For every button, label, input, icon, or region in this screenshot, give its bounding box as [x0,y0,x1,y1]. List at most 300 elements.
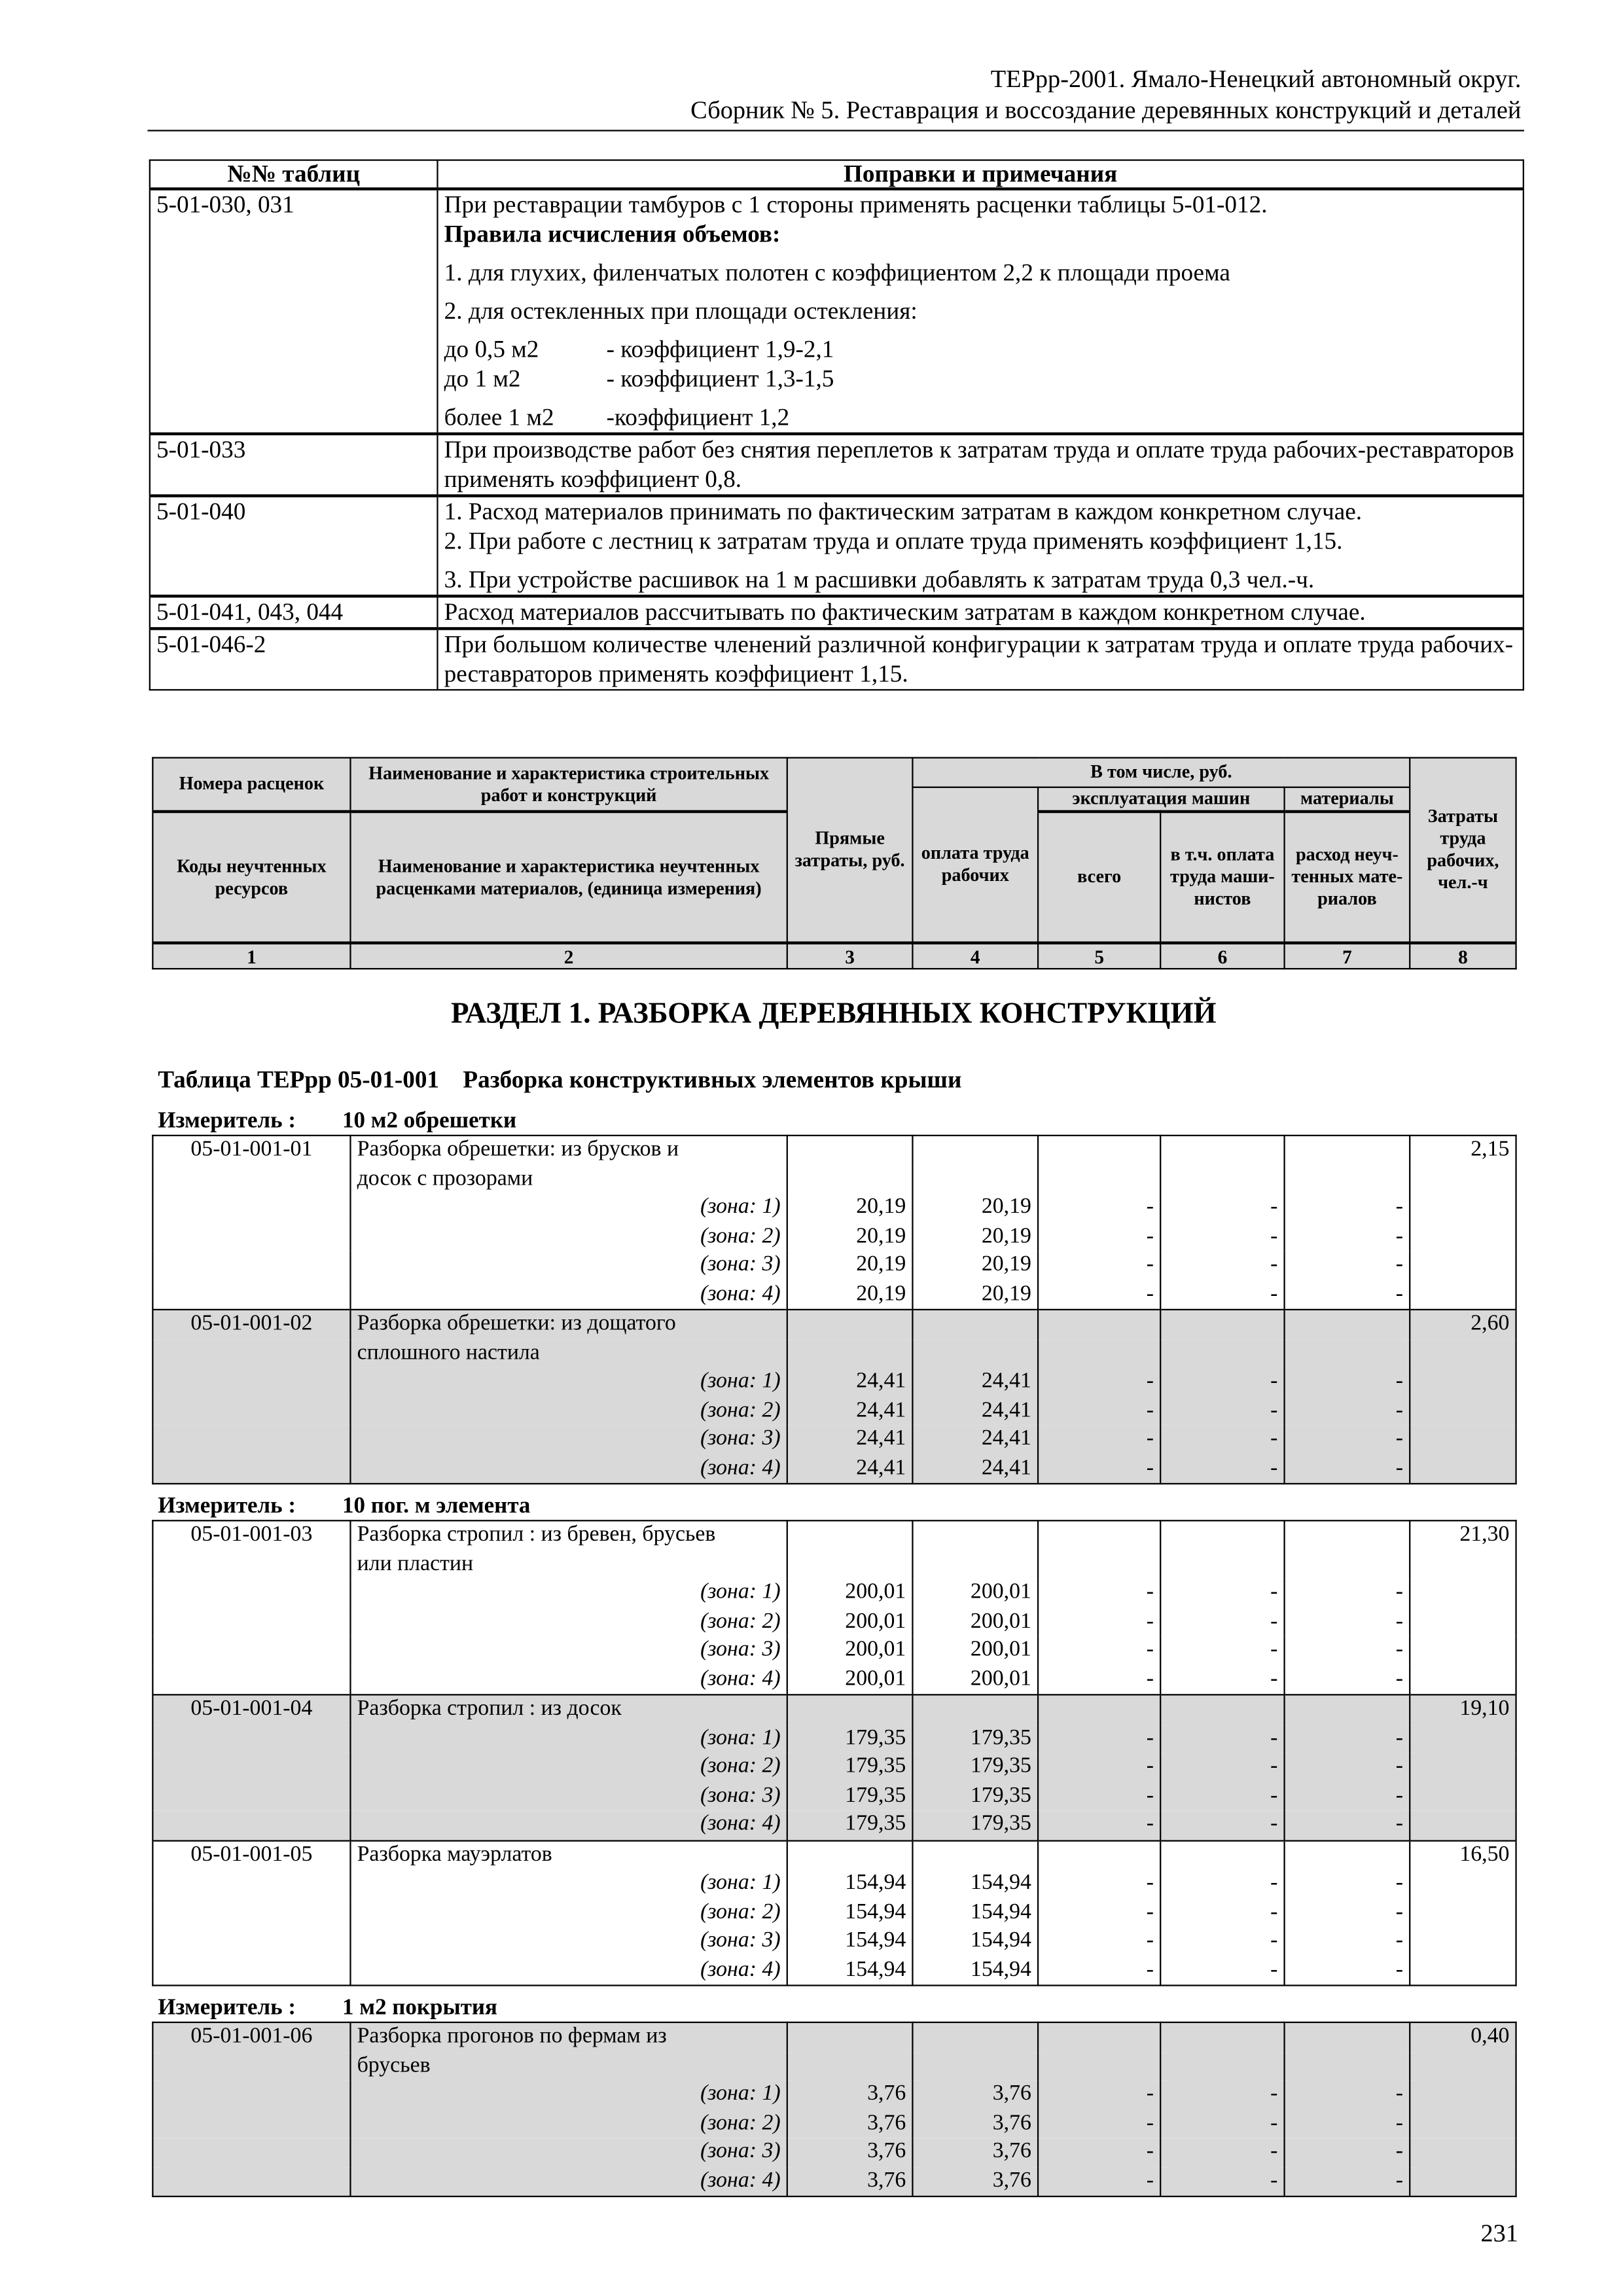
machinist-wages: - [1160,1782,1284,1810]
table-row [152,1810,1516,1840]
rates-table [152,1520,1516,1986]
machinist-wages: - [1160,1280,1284,1310]
empty-cell [152,2138,350,2167]
glazing-area: более 1 м2 [444,403,554,431]
machinist-wages: - [1160,1870,1284,1899]
remark-line: 1. Расход материалов принимать по фактическим затратам в каждом конкретном случае. [444,497,1363,526]
table-row [152,1695,1516,1724]
direct-costs: 20,19 [787,1223,913,1251]
empty-cell [1038,2022,1160,2052]
materials-use: - [1285,1870,1410,1899]
materials-use: - [1285,1753,1410,1782]
machines-total: - [1038,1579,1160,1607]
zone-label: (зона: 3) [350,1251,787,1280]
empty-cell [787,2022,913,2052]
materials-use: - [1285,1194,1410,1223]
machinist-wages: - [1160,1607,1284,1636]
empty-cell [1410,1607,1516,1636]
coefficient-line [444,335,1517,365]
empty-cell [912,1695,1038,1724]
table-row [152,1550,1516,1579]
empty-cell [152,1280,350,1310]
rate-name: брусьев [350,2052,787,2081]
notes-header-remarks: Поправки и примечания [437,160,1523,189]
empty-cell [152,1339,350,1368]
materials-use: - [1285,1223,1410,1251]
measure-block [152,1107,1515,1484]
empty-cell [1160,1520,1284,1550]
worker-wages: 20,19 [912,1251,1038,1280]
measure-block [152,1492,1515,1986]
rate-name: сплошного настила [350,1339,787,1368]
direct-costs: 20,19 [787,1194,913,1223]
table-row [152,1607,1516,1636]
machinist-wages: - [1160,1194,1284,1223]
remark-line: 2. При работе с лестниц к затратам труда и оплате труда применять коэффициент 1,15. [444,526,1343,555]
machines-total: - [1038,2167,1160,2197]
machinist-wages: - [1160,1636,1284,1665]
direct-costs: 200,01 [787,1665,913,1695]
empty-cell [1410,1426,1516,1454]
notes-row [150,434,1524,496]
empty-cell [152,2109,350,2138]
remark-line: При производстве работ без снятия переплетов к затратам труда и оплате труда рабочих-реставраторов применять коэффициент 0,8. [444,435,1514,493]
worker-wages: 179,35 [912,1810,1038,1840]
notes-remarks [437,434,1523,496]
empty-cell [1160,1550,1284,1579]
empty-cell [1410,1927,1516,1956]
direct-costs: 24,41 [787,1454,913,1484]
empty-cell [1038,1310,1160,1339]
notes-table-ref: 5-01-040 [150,496,438,596]
notes-row [150,628,1524,690]
machines-total: - [1038,1636,1160,1665]
worker-wages: 24,41 [912,1397,1038,1426]
empty-cell [787,1310,913,1339]
zone-label: (зона: 4) [350,1956,787,1985]
machinist-wages: - [1160,2109,1284,2138]
empty-cell [152,1810,350,1840]
worker-wages: 179,35 [912,1782,1038,1810]
table-row [152,2109,1516,2138]
rate-code: 05-01-001-03 [152,1520,350,1550]
zone-label: (зона: 3) [350,2138,787,2167]
empty-cell [1038,1550,1160,1579]
zone-label: (зона: 3) [350,1426,787,1454]
materials-use: - [1285,1898,1410,1927]
empty-cell [912,2052,1038,2081]
table-code: Таблица ТЕРрр 05-01-001 [158,1065,440,1094]
machines-total: - [1038,2109,1160,2138]
empty-cell [787,1165,913,1194]
table-row [152,1454,1516,1484]
empty-cell [912,2022,1038,2052]
table-row [152,1426,1516,1454]
worker-wages: 24,41 [912,1454,1038,1484]
empty-cell [1410,1454,1516,1484]
glazing-area: до 0,5 м2 [444,334,539,363]
machines-total: - [1038,1956,1160,1985]
header-materials: материалы [1285,787,1410,812]
measure-label [152,1107,1515,1135]
measure-label [152,1492,1515,1520]
rate-name: или пластин [350,1550,787,1579]
empty-cell [1410,1665,1516,1695]
header-rate-numbers: Номера расценок [152,758,350,812]
empty-cell [1285,1136,1410,1165]
worker-wages: 24,41 [912,1426,1038,1454]
table-row [152,1898,1516,1927]
empty-cell [1038,1520,1160,1550]
table-row [152,2167,1516,2197]
direct-costs: 154,94 [787,1898,913,1927]
zone-label: (зона: 2) [350,1397,787,1426]
direct-costs: 3,76 [787,2138,913,2167]
column-number: 1 [152,943,350,969]
machines-total: - [1038,1927,1160,1956]
direct-costs: 179,35 [787,1782,913,1810]
header-resource-codes: Коды неучтенных ресурсов [152,812,350,943]
zone-label: (зона: 4) [350,1810,787,1840]
measure-block [152,1994,1515,2197]
remark-line: При большом количестве членений различной конфигурации к затратам труда и оплате труда рабочих-реставраторов применять коэффициент 1,15. [444,630,1514,688]
table-row [152,1665,1516,1695]
running-header-collection: Сборник № 5. Реставрация и воссоздание деревянных конструкций и деталей [690,96,1522,124]
worker-wages: 3,76 [912,2081,1038,2109]
empty-cell [1410,1810,1516,1840]
machinist-wages: - [1160,1927,1284,1956]
empty-cell [1285,1695,1410,1724]
direct-costs: 200,01 [787,1579,913,1607]
table-row [152,1194,1516,1223]
empty-cell [152,1870,350,1899]
rate-code: 05-01-001-01 [152,1136,350,1165]
column-number: 6 [1160,943,1284,969]
direct-costs: 154,94 [787,1870,913,1899]
materials-use: - [1285,1397,1410,1426]
empty-cell [1285,1520,1410,1550]
zone-label: (зона: 1) [350,2081,787,2109]
machines-total: - [1038,1607,1160,1636]
materials-use: - [1285,1454,1410,1484]
empty-cell [1038,1840,1160,1869]
empty-cell [1038,1165,1160,1194]
empty-cell [1410,2052,1516,2081]
worker-wages: 179,35 [912,1753,1038,1782]
empty-cell [152,1165,350,1194]
zone-label: (зона: 2) [350,1607,787,1636]
header-wages: оплата труда рабочих [912,787,1038,943]
empty-cell [1410,1194,1516,1223]
labor-cost: 0,40 [1410,2022,1516,2052]
machines-total: - [1038,1454,1160,1484]
empty-cell [152,1956,350,1985]
machines-total: - [1038,1870,1160,1899]
empty-cell [1160,1840,1284,1869]
materials-use: - [1285,2138,1410,2167]
empty-cell [152,1454,350,1484]
materials-use: - [1285,1636,1410,1665]
empty-cell [1410,1782,1516,1810]
machinist-wages: - [1160,1251,1284,1280]
empty-cell [152,1927,350,1956]
zone-label: (зона: 2) [350,1223,787,1251]
zone-label: (зона: 1) [350,1194,787,1223]
empty-cell [152,1665,350,1695]
machines-total: - [1038,1665,1160,1695]
table-row [152,1927,1516,1956]
materials-use: - [1285,1280,1410,1310]
direct-costs: 179,35 [787,1810,913,1840]
machines-total: - [1038,1194,1160,1223]
machines-total: - [1038,1426,1160,1454]
empty-cell [152,1782,350,1810]
notes-header-tables: №№ таблиц [150,160,438,189]
remark-line: 3. При устройстве расшивок на 1 м расшивки добавлять к затратам труда 0,3 чел.-ч. [444,565,1315,594]
measure-unit: 10 пог. м элемента [342,1493,531,1518]
table-row [152,1136,1516,1165]
empty-cell [152,1753,350,1782]
empty-cell [1285,1165,1410,1194]
worker-wages: 154,94 [912,1927,1038,1956]
empty-cell [787,1695,913,1724]
worker-wages: 154,94 [912,1956,1038,1985]
empty-cell [787,1550,913,1579]
materials-use: - [1285,1810,1410,1840]
empty-cell [912,1136,1038,1165]
empty-cell [152,1898,350,1927]
header-direct-costs: Прямые затраты, руб. [787,758,913,943]
empty-cell [1038,1339,1160,1368]
direct-costs: 3,76 [787,2081,913,2109]
empty-cell [1410,1397,1516,1426]
rate-name: Разборка стропил : из бревен, брусьев [350,1520,787,1550]
table-row [152,2138,1516,2167]
empty-cell [1160,2052,1284,2081]
empty-cell [152,1368,350,1397]
rates-section [152,1107,1515,2204]
empty-cell [152,2052,350,2081]
table-row [152,1251,1516,1280]
rate-name: Разборка стропил : из досок [350,1695,787,1724]
machines-total: - [1038,1251,1160,1280]
column-number: 5 [1038,943,1160,969]
direct-costs: 154,94 [787,1927,913,1956]
materials-use: - [1285,1665,1410,1695]
machinist-wages: - [1160,1753,1284,1782]
machines-total: - [1038,2081,1160,2109]
machinist-wages: - [1160,1368,1284,1397]
header-machines-total: всего [1038,812,1160,943]
table-row [152,1840,1516,1869]
empty-cell [1285,1310,1410,1339]
empty-cell [1410,1251,1516,1280]
glazing-area: до 1 м2 [444,364,521,393]
rate-entry [152,1136,1516,1310]
empty-cell [1410,1368,1516,1397]
empty-cell [912,1165,1038,1194]
measure-label [152,1994,1515,2022]
direct-costs: 179,35 [787,1724,913,1753]
machinist-wages: - [1160,1579,1284,1607]
measure-unit: 10 м2 обрешетки [342,1108,517,1134]
empty-cell [1038,1136,1160,1165]
empty-cell [1410,1898,1516,1927]
table-row [152,1223,1516,1251]
materials-use: - [1285,1368,1410,1397]
table-row [152,1579,1516,1607]
header-including: В том числе, руб. [912,758,1410,787]
remark-line: 1. для глухих, филенчатых полотен с коэффициентом 2,2 к площади проема [444,258,1230,287]
page-number: 231 [1480,2219,1518,2248]
empty-cell [787,1339,913,1368]
zone-label: (зона: 4) [350,2167,787,2197]
direct-costs: 24,41 [787,1368,913,1397]
machinist-wages: - [1160,1810,1284,1840]
empty-cell [152,1579,350,1607]
zone-label: (зона: 3) [350,1927,787,1956]
rate-code: 05-01-001-06 [152,2022,350,2052]
machinist-wages: - [1160,2081,1284,2109]
table-row [152,1753,1516,1782]
labor-cost: 2,60 [1410,1310,1516,1339]
column-number: 7 [1285,943,1410,969]
empty-cell [152,1607,350,1636]
direct-costs: 3,76 [787,2109,913,2138]
remark-line: Правила исчисления объемов: [444,219,781,248]
zone-label: (зона: 2) [350,1753,787,1782]
empty-cell [1285,2052,1410,2081]
empty-cell [912,1550,1038,1579]
empty-cell [787,1136,913,1165]
worker-wages: 200,01 [912,1607,1038,1636]
coefficient-value: - коэффициент 1,9-2,1 [606,334,834,363]
notes-table-ref: 5-01-030, 031 [150,189,438,434]
worker-wages: 3,76 [912,2138,1038,2167]
materials-use: - [1285,1426,1410,1454]
header-labor: Затраты труда рабочих, чел.-ч [1410,758,1516,943]
notes-table-ref: 5-01-046-2 [150,628,438,690]
rate-code: 05-01-001-05 [152,1840,350,1869]
zone-label: (зона: 3) [350,1782,787,1810]
worker-wages: 20,19 [912,1223,1038,1251]
empty-cell [1160,1695,1284,1724]
empty-cell [1410,1870,1516,1899]
empty-cell [1410,2081,1516,2109]
zone-label: (зона: 4) [350,1665,787,1695]
empty-cell [1410,1165,1516,1194]
rate-entry [152,1840,1516,1985]
zone-label: (зона: 1) [350,1368,787,1397]
worker-wages: 154,94 [912,1898,1038,1927]
empty-cell [152,1724,350,1753]
empty-cell [912,1310,1038,1339]
table-row [152,2022,1516,2052]
column-number: 3 [787,943,913,969]
machines-total: - [1038,1397,1160,1426]
empty-cell [152,1397,350,1426]
table-row [152,1636,1516,1665]
empty-cell [787,1840,913,1869]
empty-cell [1410,1223,1516,1251]
direct-costs: 24,41 [787,1397,913,1426]
worker-wages: 200,01 [912,1579,1038,1607]
notes-remarks [437,496,1523,596]
rate-name: Разборка мауэрлатов [350,1840,787,1869]
coefficient-value: -коэффициент 1,2 [606,403,790,431]
zone-label: (зона: 2) [350,2109,787,2138]
empty-cell [1160,1310,1284,1339]
zone-label: (зона: 4) [350,1280,787,1310]
empty-cell [152,2081,350,2109]
empty-cell [1285,1840,1410,1869]
table-row [152,1724,1516,1753]
materials-use: - [1285,1782,1410,1810]
notes-row [150,189,1524,434]
labor-cost: 21,30 [1410,1520,1516,1550]
machinist-wages: - [1160,1223,1284,1251]
empty-cell [1410,1956,1516,1985]
empty-cell [1410,1724,1516,1753]
empty-cell [1038,2052,1160,2081]
notes-row [150,496,1524,596]
rates-table [152,2022,1516,2197]
empty-cell [1285,1550,1410,1579]
remark-line: При реставрации тамбуров с 1 стороны применять расценки таблицы 5-01-012. [444,190,1268,219]
worker-wages: 20,19 [912,1194,1038,1223]
machines-total: - [1038,1810,1160,1840]
machinist-wages: - [1160,1724,1284,1753]
worker-wages: 3,76 [912,2167,1038,2197]
rate-name: Разборка обрешетки: из дощатого [350,1310,787,1339]
notes-remarks [437,596,1523,629]
machinist-wages: - [1160,2167,1284,2197]
empty-cell [1410,2138,1516,2167]
empty-cell [1410,1753,1516,1782]
materials-use: - [1285,1607,1410,1636]
direct-costs: 24,41 [787,1426,913,1454]
column-header-table [152,757,1516,970]
empty-cell [912,1339,1038,1368]
empty-cell [152,1550,350,1579]
zone-label: (зона: 4) [350,1454,787,1484]
empty-cell [1410,2167,1516,2197]
machines-total: - [1038,1782,1160,1810]
direct-costs: 200,01 [787,1636,913,1665]
empty-cell [1160,1339,1284,1368]
machines-total: - [1038,1898,1160,1927]
zone-label: (зона: 1) [350,1579,787,1607]
remark-line: 2. для остекленных при площади остекления: [444,296,918,325]
direct-costs: 20,19 [787,1251,913,1280]
empty-cell [1410,1550,1516,1579]
zone-label: (зона: 1) [350,1870,787,1899]
table-name: Разборка конструктивных элементов крыши [463,1065,962,1094]
zone-label: (зона: 3) [350,1636,787,1665]
rate-name: Разборка прогонов по фермам из [350,2022,787,2052]
labor-cost: 19,10 [1410,1695,1516,1724]
empty-cell [912,1520,1038,1550]
coefficient-line [444,365,1517,394]
materials-use: - [1285,2167,1410,2197]
materials-use: - [1285,2081,1410,2109]
machines-total: - [1038,1223,1160,1251]
empty-cell [1410,1280,1516,1310]
labor-cost: 16,50 [1410,1840,1516,1869]
notes-table-ref: 5-01-041, 043, 044 [150,596,438,629]
worker-wages: 20,19 [912,1280,1038,1310]
machinist-wages: - [1160,1956,1284,1985]
